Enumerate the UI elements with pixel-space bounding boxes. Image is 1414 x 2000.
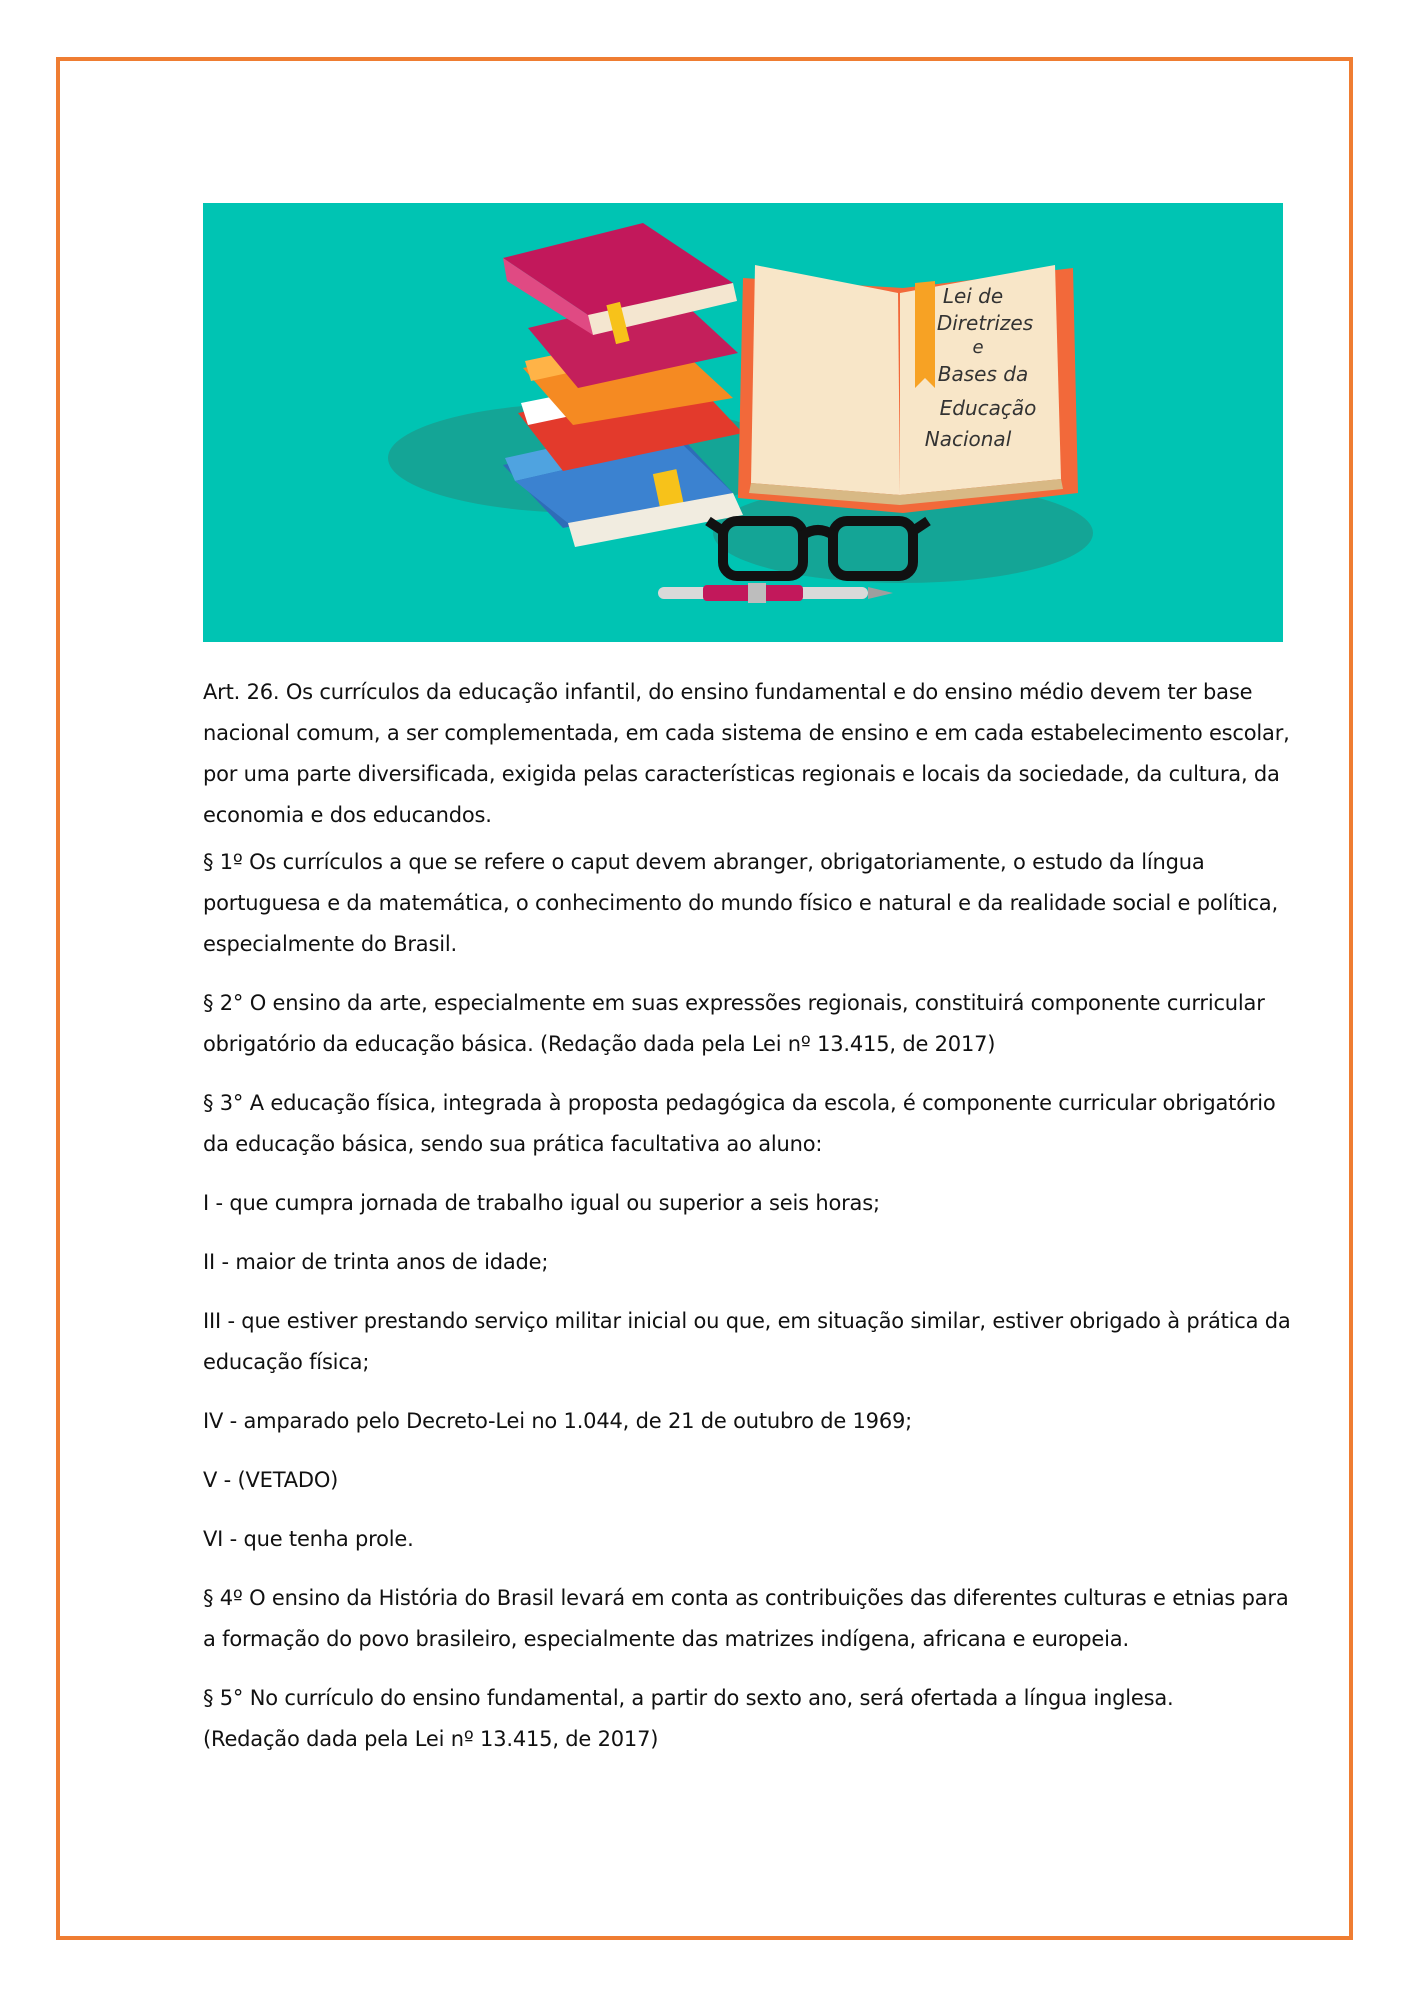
paragraph-2: § 2° O ensino da arte, especialmente em suas expressões regionais, constituirá componente curricular obrigatório da educação básica. (Redação dada pela Lei nº 13.415, de 2017) <box>203 991 1265 1056</box>
list-item: II - maior de trinta anos de idade; <box>203 1250 549 1274</box>
book-stack <box>503 223 743 547</box>
book-title-line: Diretrizes <box>936 311 1034 335</box>
list-item: III - que estiver prestando serviço militar inicial ou que, em situação similar, estiver obrigado à prática da educação física; <box>203 1309 1291 1374</box>
article-body <box>203 672 1293 1778</box>
books-illustration <box>203 203 1283 642</box>
paragraph-5-text: § 5° No currículo do ensino fundamental, a partir do sexto ano, será ofertada a língua inglesa. <box>203 1686 1174 1710</box>
paragraph-1: § 1º Os currículos a que se refere o caput devem abranger, obrigatoriamente, o estudo da língua portuguesa e da matemática, o conhecimento do mundo físico e natural e da realidade social e política, especialmente do Brasil. <box>203 850 1278 956</box>
list-item: V - (VETADO) <box>203 1468 339 1492</box>
pen-icon <box>658 583 893 603</box>
list-item: VI - que tenha prole. <box>203 1527 414 1551</box>
paragraph-3: § 3° A educação física, integrada à proposta pedagógica da escola, é componente curricular obrigatório da educação básica, sendo sua prática facultativa ao aluno: <box>203 1091 1276 1156</box>
paragraph-4: § 4º O ensino da História do Brasil levará em conta as contribuições das diferentes culturas e etnias para a formação do povo brasileiro, especialmente das matrizes indígena, africana e europeia. <box>203 1586 1289 1651</box>
open-book <box>738 265 1078 513</box>
book-title-line: Educação <box>939 396 1037 420</box>
paragraph-5-note: (Redação dada pela Lei nº 13.415, de 2017) <box>203 1727 659 1751</box>
list-item: IV - amparado pelo Decreto-Lei no 1.044, de 21 de outubro de 1969; <box>203 1409 913 1433</box>
list-item: I - que cumpra jornada de trabalho igual ou superior a seis horas; <box>203 1191 880 1215</box>
banner-illustration <box>203 203 1283 642</box>
book-title-line: Lei de <box>942 284 1004 308</box>
book-title-line: Nacional <box>924 427 1012 451</box>
book-title-line: e <box>972 337 984 358</box>
paragraph-5 <box>203 1678 1293 1760</box>
book-title-line: Bases da <box>937 362 1029 386</box>
article-caput: Art. 26. Os currículos da educação infantil, do ensino fundamental e do ensino médio devem ter base nacional comum, a ser complementada, em cada sistema de ensino e em cada estabelecimento escolar, por uma parte diversificada, exigida pelas características regionais e locais da sociedade, da cultura, da economia e dos educandos. <box>203 680 1290 827</box>
